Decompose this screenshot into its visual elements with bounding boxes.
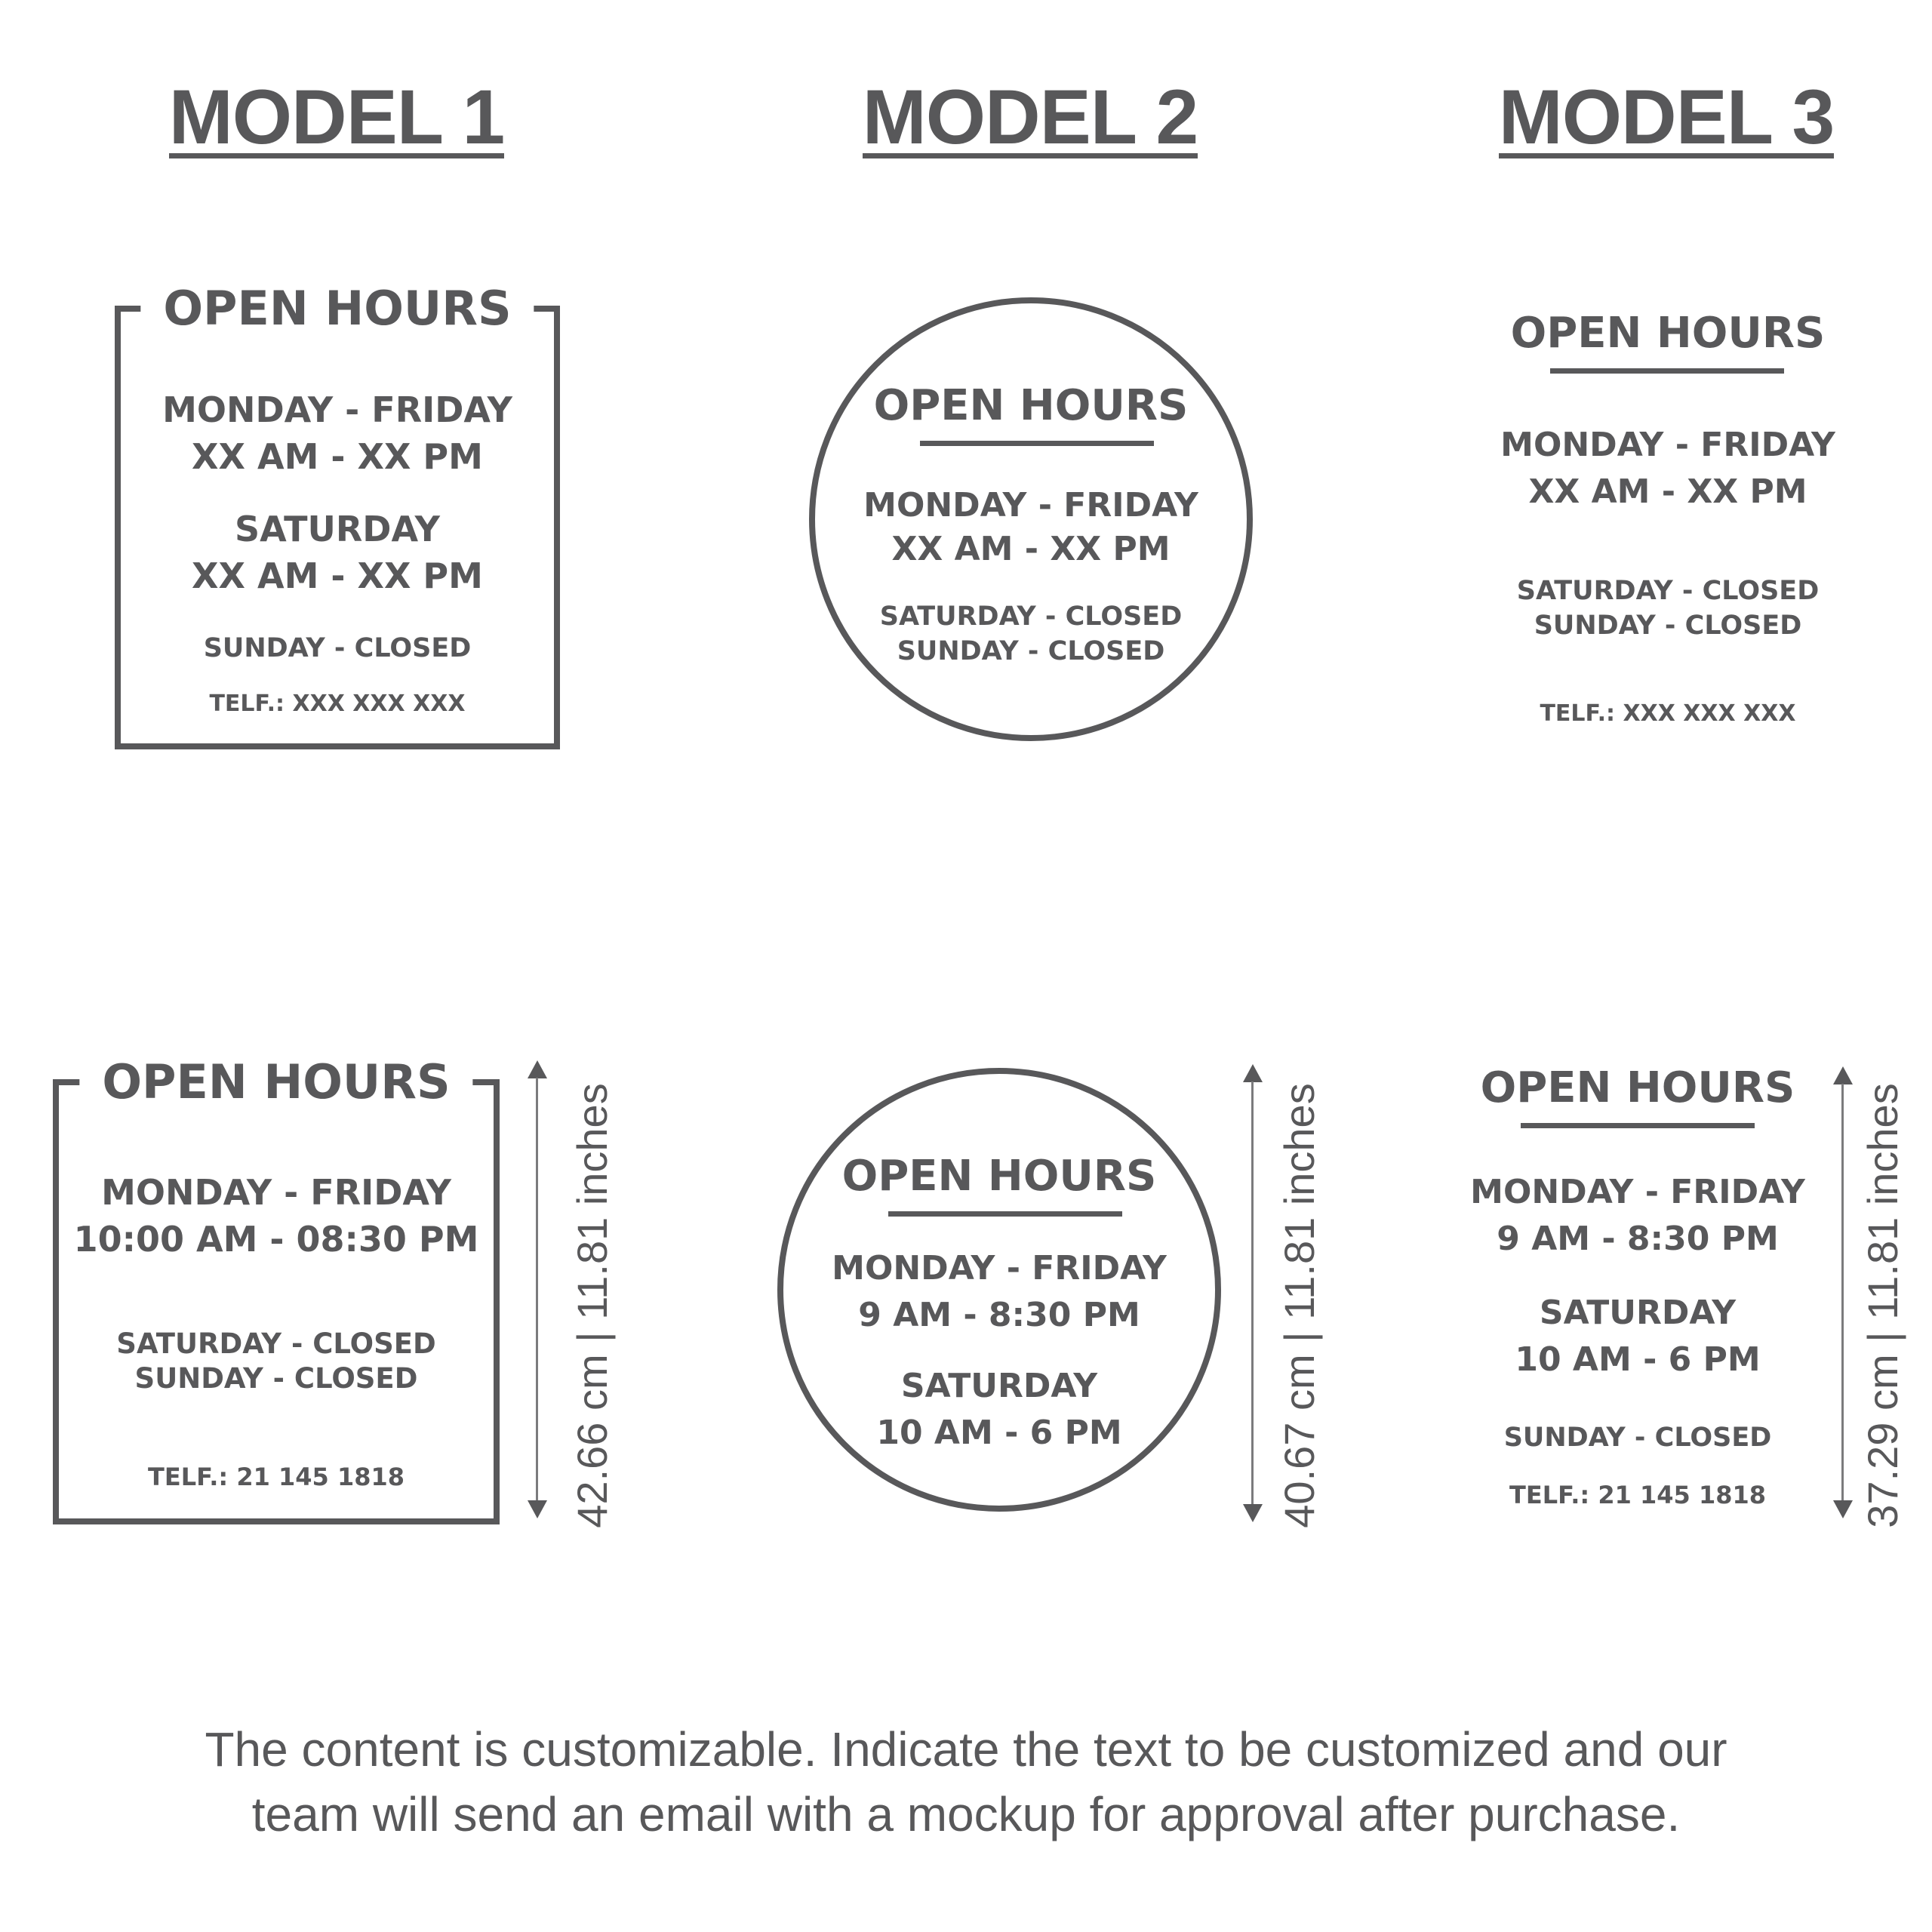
top-model1-sunday: SUNDAY - CLOSED (203, 633, 472, 663)
bottom-model1-sunday: SUNDAY - CLOSED (134, 1362, 418, 1395)
bottom-model2-weekday-label: MONDAY - FRIDAY (832, 1249, 1167, 1287)
bottom-model1-dim-arrow-bottom (528, 1500, 547, 1518)
top-model3-sunday: SUNDAY - CLOSED (1534, 611, 1802, 641)
top-model3-sign (1434, 302, 1902, 755)
bottom-model2-dim-arrow-bottom (1243, 1504, 1263, 1522)
bottom-model3-saturday-hours: 10 AM - 6 PM (1515, 1340, 1761, 1379)
top-model1-weekday-label: MONDAY - FRIDAY (162, 389, 512, 430)
top-model2-sign (809, 297, 1253, 741)
bottom-model1-dim-line (536, 1078, 538, 1500)
bottom-model1-dimension: 42.66 cm | 11.81 inches (568, 1083, 616, 1528)
bottom-model3-weekday-hours: 9 AM - 8:30 PM (1497, 1220, 1779, 1258)
model-2-title (766, 75, 1294, 158)
top-model1-weekday-hours: XX AM - XX PM (192, 436, 483, 477)
top-model3-heading-underline (1550, 368, 1784, 374)
top-model1-saturday-label: SATURDAY (234, 509, 440, 549)
bottom-model1-heading: OPEN HOURS (79, 1052, 472, 1112)
bottom-model1-dim-arrow-top (528, 1060, 547, 1078)
bottom-model3-dim-arrow-bottom (1833, 1500, 1853, 1518)
bottom-model3-heading: OPEN HOURS (1480, 1063, 1795, 1112)
top-model3-weekday-label: MONDAY - FRIDAY (1500, 426, 1835, 464)
top-model3-heading: OPEN HOURS (1510, 309, 1826, 358)
model-1-title-text: MODEL 1 (168, 74, 505, 160)
top-model2-heading: OPEN HOURS (873, 381, 1189, 430)
model-2-title-text: MODEL 2 (862, 74, 1198, 160)
bottom-model1-phone: TELF.: 21 145 1818 (148, 1463, 405, 1491)
bottom-model3-heading-underline (1521, 1123, 1755, 1128)
top-model1-sign (115, 281, 560, 749)
bottom-model2-dim-arrow-top (1243, 1064, 1263, 1082)
bottom-model2-dim-line (1251, 1081, 1254, 1504)
top-model3-weekday-hours: XX AM - XX PM (1528, 472, 1807, 511)
bottom-model2-sign (777, 1068, 1221, 1512)
top-model3-phone: TELF.: XXX XXX XXX (1540, 700, 1796, 727)
model-3-title-text: MODEL 3 (1498, 74, 1835, 160)
bottom-model2-saturday-label: SATURDAY (900, 1367, 1098, 1405)
bottom-model3-sunday: SUNDAY - CLOSED (1503, 1423, 1772, 1453)
bottom-model1-weekday-hours: 10:00 AM - 08:30 PM (73, 1219, 479, 1260)
top-model2-weekday-label: MONDAY - FRIDAY (863, 486, 1198, 525)
bottom-model3-dim-line (1841, 1084, 1844, 1500)
model-1-title (72, 75, 601, 158)
customization-note (75, 1717, 1857, 1847)
top-model2-weekday-hours: XX AM - XX PM (891, 530, 1171, 568)
bottom-model1-weekday-label: MONDAY - FRIDAY (101, 1172, 451, 1213)
top-model2-sunday: SUNDAY - CLOSED (897, 636, 1165, 666)
bottom-model3-weekday-label: MONDAY - FRIDAY (1470, 1173, 1805, 1211)
bottom-model2-dimension: 40.67 cm | 11.81 inches (1275, 1083, 1323, 1528)
bottom-model2-heading: OPEN HOURS (841, 1152, 1157, 1201)
top-model1-saturday-hours: XX AM - XX PM (192, 555, 483, 596)
top-model2-heading-underline (920, 441, 1154, 446)
bottom-model1-sign (53, 1054, 500, 1524)
bottom-model3-dim-arrow-top (1833, 1066, 1853, 1084)
model-3-title (1402, 75, 1930, 158)
bottom-model3-saturday-label: SATURDAY (1539, 1294, 1737, 1332)
bottom-model3-phone: TELF.: 21 145 1818 (1509, 1481, 1766, 1509)
customization-note-line-1: The content is customizable. Indicate the text to be customized and our (205, 1722, 1727, 1777)
bottom-model2-weekday-hours: 9 AM - 8:30 PM (858, 1296, 1140, 1334)
bottom-model2-heading-underline (888, 1211, 1122, 1217)
bottom-model3-sign (1411, 1057, 1864, 1524)
bottom-model2-saturday-hours: 10 AM - 6 PM (876, 1414, 1122, 1452)
bottom-model1-saturday: SATURDAY - CLOSED (116, 1327, 436, 1360)
top-model3-saturday: SATURDAY - CLOSED (1516, 576, 1820, 606)
bottom-model3-dimension: 37.29 cm | 11.81 inches (1859, 1083, 1906, 1528)
top-model1-phone: TELF.: XXX XXX XXX (209, 691, 466, 717)
top-model2-saturday: SATURDAY - CLOSED (879, 601, 1183, 632)
customization-note-line-2: team will send an email with a mockup for approval after purchase. (251, 1787, 1681, 1841)
top-model1-heading: OPEN HOURS (140, 278, 534, 339)
